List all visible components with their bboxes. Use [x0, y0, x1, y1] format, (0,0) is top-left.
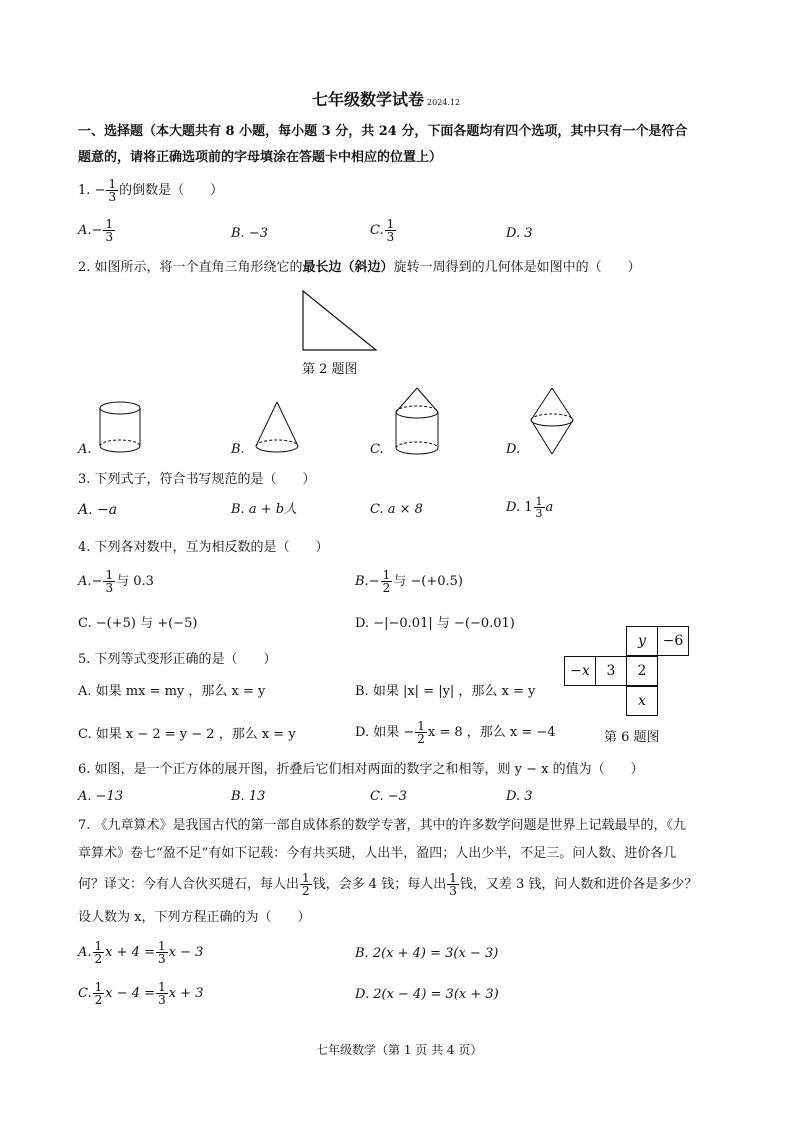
q1-stem [78, 178, 223, 203]
exam-date: 2024.12 [427, 98, 461, 107]
q7-half-num: 1 [302, 871, 310, 885]
q7-line3a: 何？译文：今有人合伙买琎石，每人出 [78, 877, 300, 892]
q3-d-frac-num: 1 [535, 495, 543, 508]
q1-frac-num: 1 [108, 177, 117, 191]
q7-c-f1-num: 1 [94, 980, 103, 994]
q1-c-fraction [385, 218, 397, 243]
q4-a-label: A. [78, 574, 92, 589]
q2-stem [78, 260, 641, 276]
q1-a-fraction [103, 218, 115, 243]
q3-option-b[interactable]: B. a + b人 [231, 502, 298, 517]
q7-option-d[interactable]: D. 2(x − 4) = 3(x + 3) [355, 987, 499, 1002]
q3-stem: 3. 下列式子，符合书写规范的是（ ） [78, 472, 316, 487]
net-cell-minus-x: −x [564, 656, 596, 686]
q1-option-c[interactable] [370, 218, 397, 243]
q5-d-fraction: $\frac{1}{2}$ [417, 719, 425, 746]
q6-stem: 6. 如图，是一个正方体的展开图，折叠后它们相对两面的数字之和相等，则 y − x 的值为（ ） [78, 762, 644, 777]
q7-a-label: A. [78, 945, 92, 960]
q7-a-frac2 [156, 940, 168, 965]
q1-number: 1. [78, 183, 91, 198]
q4-a-fraction [103, 569, 115, 594]
section-heading-line1: 一、选择题（本大题共有 8 小题，每小题 3 分，共 24 分，下面各题均有四个选项，其中只有一个是符合 [78, 124, 688, 139]
q6-option-b[interactable]: B. 13 [231, 789, 266, 804]
q7-third-num: 1 [449, 871, 457, 885]
q6-option-c[interactable]: C. −3 [370, 789, 407, 804]
q1-a-frac-num: 1 [105, 217, 114, 231]
q7-c-mid: x − 4 = [105, 986, 156, 1001]
q3-d-label: D. [506, 500, 521, 515]
q7-line3c: 钱，又差 3 钱，问人数和进价各是多少？ [459, 877, 698, 892]
q2-option-d[interactable]: D. [506, 442, 521, 457]
q3-option-d[interactable] [506, 496, 553, 519]
q4-a-tail: 与 0.3 [116, 574, 154, 589]
q3-d-var: a [545, 500, 554, 515]
q3-d-frac-den: 3 [535, 507, 543, 520]
q7-c-tail: x + 3 [168, 986, 204, 1001]
q7-a-tail: x − 3 [168, 945, 204, 960]
q5-option-d[interactable] [355, 720, 556, 745]
q7-c-label: C. [78, 986, 92, 1001]
q1-c-frac-den: 3 [386, 230, 395, 244]
q5-stem: 5. 下列等式变形正确的是（ ） [78, 652, 277, 667]
q3-option-a[interactable]: A. −a [78, 502, 118, 518]
net-cell-3: 3 [595, 656, 627, 686]
q4-b-fraction: $\frac{1}{2}$ [382, 568, 391, 595]
q7-option-b[interactable]: B. 2(x + 4) = 3(x − 3) [355, 946, 499, 961]
page-title [312, 90, 460, 109]
page-footer: 七年级数学（第 1 页 共 4 页） [316, 1043, 483, 1057]
q7-option-a[interactable] [78, 940, 203, 965]
q2-stem-a: 2. 如图所示，将一个直角三角形绕它的 [78, 260, 303, 275]
q7-a-f1-num: 1 [94, 939, 103, 953]
q7-line1: 7. 《九章算术》是我国古代的第一部自成体系的数学专著，其中的许多数学问题是世界上记载最早的，《九 [78, 818, 687, 833]
q6-option-d[interactable]: D. 3 [506, 789, 533, 804]
q7-a-frac1: $\frac{1}{2}$ [94, 939, 103, 966]
q4-a-frac-num: 1 [105, 568, 114, 582]
q7-third [447, 872, 459, 897]
q5-d-tail: x = 8 ，那么 x = −4 [427, 725, 556, 740]
q5-d-label: D. 如果 − [355, 725, 415, 740]
q7-line3 [78, 872, 697, 897]
q1-option-b[interactable]: B. −3 [231, 226, 268, 241]
q1-neg: − [94, 183, 106, 198]
q4-option-a[interactable]: A.− $\frac{1}{3}$ 与 0.3 [78, 568, 154, 595]
net-cell-x: x [626, 686, 658, 716]
cone-on-cylinder-icon [392, 386, 442, 458]
q7-a-mid: x + 4 = [105, 945, 155, 960]
q1-c-frac-num: 1 [386, 217, 395, 231]
q5-option-c[interactable]: C. 如果 x − 2 = y − 2 ，那么 x = y [78, 727, 296, 742]
net-cell-y: y [626, 626, 658, 656]
net-cell-minus6: −6 [657, 626, 689, 656]
q7-option-c[interactable] [78, 981, 203, 1006]
q7-line2: 章算术》卷七“盈不足”有如下记载：今有共买琎，人出半，盈四；人出少半，不足三。问人数、进价各几 [78, 846, 677, 861]
section-heading-line2: 题意的，请将正确选项前的字母填涂在答题卡中相应的位置上） [78, 150, 443, 165]
cylinder-icon [96, 400, 144, 456]
q1-a-neg: − [91, 223, 103, 238]
q2-caption: 第 2 题图 [302, 362, 358, 377]
q2-option-b[interactable]: B. [231, 442, 245, 457]
q2-stem-b: 旋转一周得到的几何体是如图中的（ ） [393, 260, 641, 275]
q5-d-frac-num: 1 [417, 719, 425, 733]
exam-title: 七年级数学试卷 [312, 90, 425, 109]
q4-b-frac-num: 1 [382, 568, 391, 582]
q7-c-f2-num: 1 [158, 980, 166, 994]
q4-b-tail: 与 −(+0.5) [393, 574, 463, 589]
q1-stem-text: 的倒数是（ ） [119, 183, 224, 198]
q2-stem-bold: 最长边（斜边） [302, 260, 394, 275]
cone-icon [252, 400, 302, 456]
q5-option-a[interactable]: A. 如果 mx = my ，那么 x = y [78, 684, 266, 699]
q7-a-f2-den: 3 [157, 952, 166, 966]
q7-c-f2-den: 3 [158, 993, 166, 1007]
q6-caption: 第 6 题图 [604, 730, 660, 745]
q6-option-a[interactable]: A. −13 [78, 789, 124, 804]
q1-fraction [106, 178, 118, 203]
q7-c-frac2 [156, 981, 168, 1006]
q1-option-a[interactable] [78, 218, 116, 243]
q1-a-label: A. [78, 223, 92, 238]
q7-third-den: 3 [449, 884, 457, 898]
q3-d-whole: 1 [524, 500, 533, 515]
q4-b-label: B. [355, 574, 369, 589]
q5-option-b[interactable]: B. 如果 |x| = |y| ，那么 x = y [355, 684, 536, 699]
q7-line4: 设人数为 x，下列方程正确的为（ ） [78, 910, 311, 925]
q7-a-f2-num: 1 [157, 939, 166, 953]
q7-half: $\frac{1}{2}$ [302, 871, 310, 898]
q3-option-c[interactable]: C. a × 8 [370, 502, 423, 517]
q4-option-c[interactable]: C. −(+5) 与 +(−5) [78, 616, 198, 631]
q2-option-a[interactable]: A. [78, 442, 92, 457]
q1-a-frac-den: 3 [105, 230, 114, 244]
q7-line3b: 钱，会多 4 钱；每人出 [312, 877, 447, 892]
q4-option-b[interactable]: B.− $\frac{1}{2}$ 与 −(+0.5) [355, 568, 463, 595]
q3-d-fraction [534, 496, 545, 519]
right-triangle-figure [300, 288, 380, 352]
q1-frac-den: 3 [108, 190, 117, 204]
double-cone-icon [528, 386, 576, 458]
q1-option-d[interactable]: D. 3 [506, 226, 533, 241]
q4-stem: 4. 下列各对数中，互为相反数的是（ ） [78, 540, 329, 555]
q4-option-d[interactable]: D. −|−0.01| 与 −(−0.01) [355, 616, 515, 631]
q2-option-c[interactable]: C. [370, 442, 384, 457]
q7-c-frac1: $\frac{1}{2}$ [94, 980, 103, 1007]
q1-c-label: C. [370, 223, 384, 238]
q4-a-frac-den: 3 [105, 581, 114, 595]
net-cell-2: 2 [626, 656, 658, 686]
